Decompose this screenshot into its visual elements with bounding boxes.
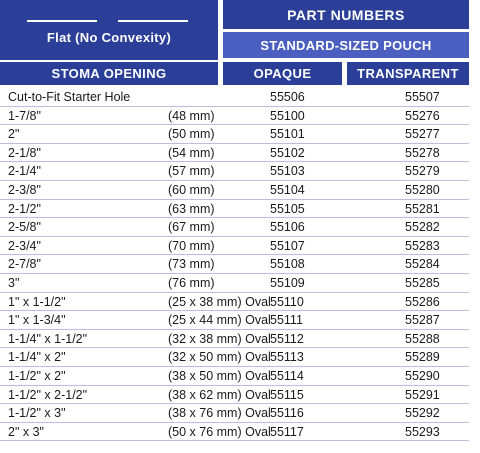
stoma-size-cell: 1" x 1-3/4" <box>8 313 66 328</box>
opaque-part-cell: 55506 <box>270 90 305 104</box>
stoma-size-cell: 1-1/2" x 2-1/2" <box>8 387 88 402</box>
opaque-part-cell: 55106 <box>270 220 305 235</box>
opaque-part-cell: 55104 <box>270 182 305 197</box>
metric-size-cell: (25 x 44 mm) Oval <box>168 313 271 328</box>
metric-size-cell: (38 x 50 mm) Oval <box>168 368 271 383</box>
pouch-header: STANDARD-SIZED POUCH <box>223 32 469 58</box>
transparent-part-cell: 55278 <box>405 145 440 160</box>
decorative-line-left <box>27 20 97 22</box>
table-row <box>0 107 469 126</box>
opaque-part-cell: 55111 <box>270 313 303 328</box>
metric-size-cell: (48 mm) <box>168 108 215 123</box>
opaque-part-cell: 55103 <box>270 164 305 179</box>
transparent-part-cell: 55284 <box>405 257 440 272</box>
stoma-size-cell: 2" x 3" <box>8 424 44 439</box>
transparent-part-cell: 55287 <box>405 313 440 328</box>
opaque-part-cell: 55107 <box>270 238 305 253</box>
metric-size-cell: (38 x 62 mm) Oval <box>168 387 271 402</box>
opaque-part-cell: 55102 <box>270 145 305 160</box>
stoma-size-cell: 3" <box>8 275 20 290</box>
transparent-part-cell: 55289 <box>405 350 440 365</box>
metric-size-cell: (54 mm) <box>168 145 215 160</box>
metric-size-cell: (63 mm) <box>168 201 215 216</box>
opaque-part-cell: 55100 <box>270 108 305 123</box>
opaque-part-cell: 55112 <box>270 331 304 346</box>
transparent-part-cell: 55285 <box>405 275 440 290</box>
stoma-size-cell: 2-1/2" <box>8 201 41 216</box>
transparent-part-cell: 55282 <box>405 220 440 235</box>
opaque-part-cell: 55108 <box>270 257 305 272</box>
metric-size-cell: (25 x 38 mm) Oval <box>168 294 271 309</box>
table-row <box>0 88 469 107</box>
metric-size-cell: (73 mm) <box>168 257 215 272</box>
transparent-part-cell: 55281 <box>405 201 440 216</box>
metric-size-cell: (60 mm) <box>168 182 215 197</box>
decorative-line-right <box>118 20 188 22</box>
stoma-size-cell: 2-3/4" <box>8 238 41 253</box>
stoma-size-cell: 2-1/4" <box>8 164 41 179</box>
table-row <box>0 404 469 423</box>
table-row <box>0 386 469 405</box>
transparent-part-cell: 55276 <box>405 108 440 123</box>
table-row <box>0 218 469 237</box>
flat-title: Flat (No Convexity) <box>46 30 172 45</box>
opaque-part-cell: 55116 <box>270 406 304 421</box>
transparent-part-cell: 55291 <box>405 387 440 402</box>
opaque-part-cell: 55101 <box>270 127 305 142</box>
stoma-size-cell: 1" x 1-1/2" <box>8 294 66 309</box>
table-row <box>0 348 469 367</box>
stoma-size-cell: 1-1/2" x 2" <box>8 368 66 383</box>
table-row <box>0 200 469 219</box>
table-row <box>0 181 469 200</box>
transparent-part-cell: 55286 <box>405 294 440 309</box>
opaque-part-cell: 55114 <box>270 368 304 383</box>
table-row <box>0 255 469 274</box>
metric-size-cell: (76 mm) <box>168 275 215 290</box>
table-row <box>0 144 469 163</box>
table-row <box>0 311 469 330</box>
stoma-size-cell: 2-7/8" <box>8 257 41 272</box>
metric-size-cell: (70 mm) <box>168 238 215 253</box>
opaque-part-cell: 55109 <box>270 275 305 290</box>
transparent-part-cell: 55288 <box>405 331 440 346</box>
stoma-size-cell: 1-1/4" x 2" <box>8 350 66 365</box>
metric-size-cell: (38 x 76 mm) Oval <box>168 406 271 421</box>
table-row <box>0 162 469 181</box>
opaque-part-cell: 55117 <box>270 424 304 439</box>
stoma-opening-header: STOMA OPENING <box>0 62 218 85</box>
transparent-part-cell: 55283 <box>405 238 440 253</box>
opaque-header: OPAQUE <box>223 62 342 85</box>
transparent-part-cell: 55280 <box>405 182 440 197</box>
stoma-size-cell: 2" <box>8 127 20 142</box>
transparent-part-cell: 55279 <box>405 164 440 179</box>
stoma-size-cell: 2-3/8" <box>8 182 41 197</box>
metric-size-cell: (67 mm) <box>168 220 215 235</box>
table-row <box>0 423 469 442</box>
stoma-size-cell: 2-1/8" <box>8 145 41 160</box>
part-table-body <box>0 88 469 441</box>
opaque-part-cell: 55110 <box>270 294 304 309</box>
stoma-size-cell: 2-5/8" <box>8 220 41 235</box>
stoma-size-cell: 1-1/4" x 1-1/2" <box>8 331 88 346</box>
transparent-part-cell: 55292 <box>405 406 440 421</box>
metric-size-cell: (50 mm) <box>168 127 215 142</box>
table-row <box>0 125 469 144</box>
table-row <box>0 237 469 256</box>
table-row <box>0 293 469 312</box>
transparent-part-cell: 55277 <box>405 127 440 142</box>
transparent-part-cell: 55290 <box>405 368 440 383</box>
metric-size-cell: (57 mm) <box>168 164 215 179</box>
flat-header <box>0 0 218 60</box>
stoma-size-cell: 1-7/8" <box>8 108 41 123</box>
table-row <box>0 330 469 349</box>
metric-size-cell: (32 x 38 mm) Oval <box>168 331 271 346</box>
transparent-part-cell: 55507 <box>405 90 440 104</box>
transparent-part-cell: 55293 <box>405 424 440 439</box>
stoma-size-cell: 1-1/2" x 3" <box>8 406 66 421</box>
table-row <box>0 367 469 386</box>
stoma-size-cell: Cut-to-Fit Starter Hole <box>8 90 131 104</box>
opaque-part-cell: 55115 <box>270 387 304 402</box>
metric-size-cell: (32 x 50 mm) Oval <box>168 350 271 365</box>
transparent-header: TRANSPARENT <box>347 62 469 85</box>
table-row <box>0 274 469 293</box>
opaque-part-cell: 55113 <box>270 350 304 365</box>
metric-size-cell: (50 x 76 mm) Oval <box>168 424 271 439</box>
opaque-part-cell: 55105 <box>270 201 305 216</box>
part-numbers-header: PART NUMBERS <box>223 0 469 29</box>
